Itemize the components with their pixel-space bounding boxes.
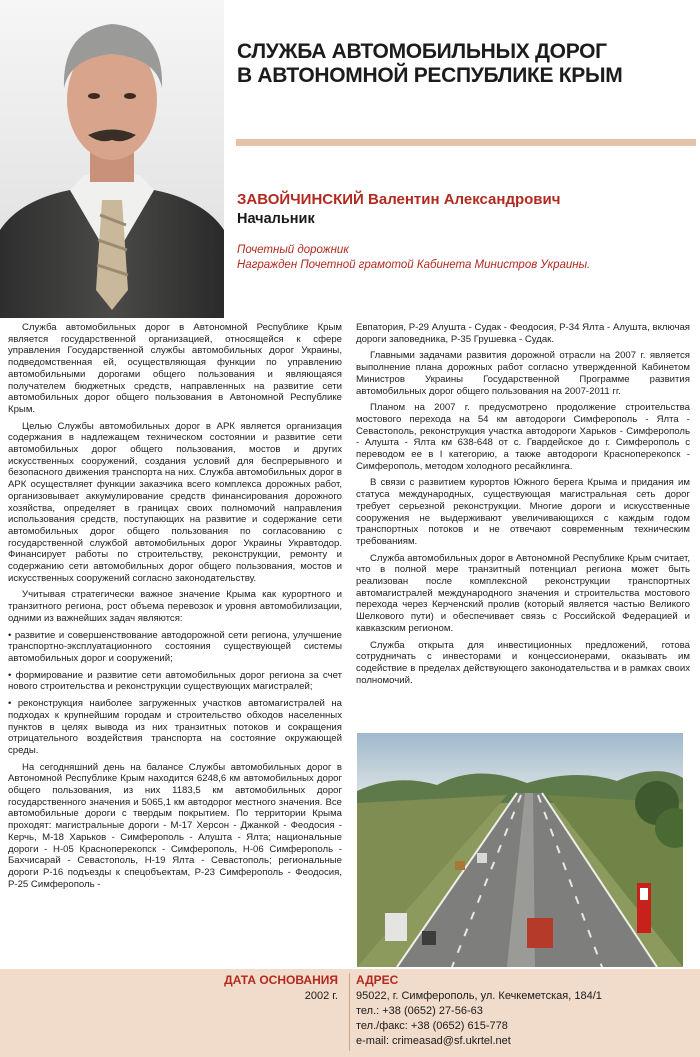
paragraph: На сегодняшний день на балансе Службы автомобильных дорог в Автономной Республике Крым находится 6248,6 км автомобильных дорог общего пользования, из них 1183,5 км автомобильных дорог государственного значения и 5065,1 км автодорог местного значения. Все автомобильные дороги с твердым покрытием. По территории Крыма проходят: магистральные дороги - М-17 Херсон - Джанкой - Феодосия - Керчь, М-18 Харьков - Симферополь - Алушта - Ялта; национальные дороги - Н-05 Красноперекопск - Симферополь, Н-06 Симферополь - Бахчисарай - Севастополь, Н-19 Ялта - Севастополь; региональные дороги Р-16 подъезды к спецобъектам, Р-23 Симферополь - Феодосия, Р-25 Симферополь - xyxy=(8,761,342,890)
body-column-right xyxy=(356,322,690,691)
paragraph: Планом на 2007 г. предусмотрено продолжение строительства мостового перехода на 54 км автодороги Симферополь - Ялта - Севастополь, реконструкция участка автодороги Харьков - Симферополь - Алушта - Ялта км 638-648 от с. Гвардейское до г. Симферополь с переводом ее в I категорию, а также автодороги Красноперекопск - Симферополь, методом холодного ресайклинга. xyxy=(356,402,690,472)
footer-band xyxy=(0,969,700,1057)
paragraph: Целью Службы автомобильных дорог в АРК является организация содержания в надлежащем техническом состоянии и развитие сети автомобильных дорог общего пользования, мостов и других искусственных сооружений, создания условий для беспрерывного и безопасного движения транспорта на них. Служба автомобильных дорог в АРК осуществляет функции заказчика всего комплекса дорожных работ, организовывает аккумулирование средств финансирования дорожного хозяйства, определяет в границах своих полномочий направления использования средств, поступающих на развитие и содержание сети автомобильных дорог общего пользования по согласованию с государственной службой автомобильных дорог Украины Укравтодор. Финансирует работы по строительству, реконструкции, ремонту и содержанию сети автомобильных дорог общего пользования, мостов и искусственных сооружений согласно законодательству. xyxy=(8,420,342,584)
honor-1: Почетный дорожник xyxy=(237,244,349,256)
person-name xyxy=(237,191,560,208)
title-line-1: СЛУЖБА АВТОМОБИЛЬНЫХ ДОРОГ xyxy=(237,40,607,63)
portrait-photo xyxy=(0,0,224,318)
founded-label: ДАТА ОСНОВАНИЯ xyxy=(224,973,338,987)
bullet-item: • развитие и совершенствование автодорожной сети региона, улучшение транспортно-эксплуатационного состояния существующей системы автомобильных дорог и сооружений; xyxy=(8,629,342,664)
page-title xyxy=(237,40,687,88)
paragraph: В связи с развитием курортов Южного берега Крыма и придания им статуса международных, существующая магистральная сеть дорог требует серьезной реконструкции. Многие дороги и искусственные сооружения не выдерживают увеличивающихся с каждым годом транспортных потоков и не отвечают современным техническим требованиям. xyxy=(356,477,690,547)
paragraph: Служба открыта для инвестиционных предложений, готова сотрудничать с инвесторами и концессионерами, оказывать им содействие в пределах действующего законодательства и в рамках своих полномочий. xyxy=(356,639,690,686)
person-honors xyxy=(237,243,590,273)
paragraph: Служба автомобильных дорог в Автономной Республике Крым является государственной организацией, относящейся к сфере управления Государственной службы автомобильных дорог Украины, подведомственная ей, осуществляющая функции по управлению автомобильными дорогами общего пользования и являющаяся получателем бюджетных средств, направленных на развитие сети автомобильных дорог общего пользования в Автономной Республике Крым. xyxy=(8,322,342,415)
address-label: АДРЕС xyxy=(356,973,399,987)
email-link[interactable]: e-mail: crimeasad@sf.ukrtel.net xyxy=(356,1035,511,1047)
bullet-item: • формирование и развитие сети автомобильных дорог региона за счет нового строительства и реконструкции существующих магистралей; xyxy=(8,669,342,693)
title-divider-band xyxy=(236,139,696,146)
person-given-names: Валентин Александрович xyxy=(368,191,561,208)
footer-divider xyxy=(349,973,350,1051)
paragraph: Служба автомобильных дорог в Автономной Республике Крым считает, что в полной мере транзитный потенциал региона может быть реализован после комплексной реконструкции транспортных автомагистралей международного значения и строительства мостового перехода через Керченский пролив (который является частью Великого Шелкового пути) и обеспечивает связь с Российской Федерацией и кавказским регионом. xyxy=(356,552,690,634)
phone-text: тел.: +38 (0652) 27-56-63 xyxy=(356,1005,483,1017)
founded-year: 2002 г. xyxy=(304,990,338,1002)
fax-text: тел./факс: +38 (0652) 615-778 xyxy=(356,1020,508,1032)
bullet-item: • реконструкция наиболее загруженных участков автомагистралей на подходах к крупнейшим городам и строительство обходов населенных пунктов в целях вывода из них транзитных потоков и сокращения отрицательного воздействия транспорта на состояние окружающей среды. xyxy=(8,698,342,756)
body-column-left xyxy=(8,322,342,895)
address-text: 95022, г. Симферополь, ул. Кечкеметская, 184/1 xyxy=(356,990,602,1002)
highway-image xyxy=(357,733,683,967)
person-surname: ЗАВОЙЧИНСКИЙ xyxy=(237,191,364,208)
portrait-image xyxy=(0,0,224,318)
highway-photo xyxy=(357,733,683,967)
honor-2: Награжден Почетной грамотой Кабинета Министров Украины. xyxy=(237,259,591,271)
paragraph: Учитывая стратегически важное значение Крыма как курортного и транзитного региона, рост объема перевозок и уровня автомобилизации, одними из важнейших задач являются: xyxy=(8,589,342,624)
paragraph: Главными задачами развития дорожной отрасли на 2007 г. является выполнение плана дорожных работ согласно утвержденной Кабинетом Министров Украины Государственной Программе развития автомобильных дорог общего пользования на 2007-2011 гг. xyxy=(356,350,690,397)
paragraph: Евпатория, Р-29 Алушта - Судак - Феодосия, Р-34 Ялта - Алушта, включая дороги заповедника, Р-35 Грушевка - Судак. xyxy=(356,322,690,345)
person-position: Начальник xyxy=(237,211,315,227)
title-line-2: В АВТОНОМНОЙ РЕСПУБЛИКЕ КРЫМ xyxy=(237,64,623,87)
